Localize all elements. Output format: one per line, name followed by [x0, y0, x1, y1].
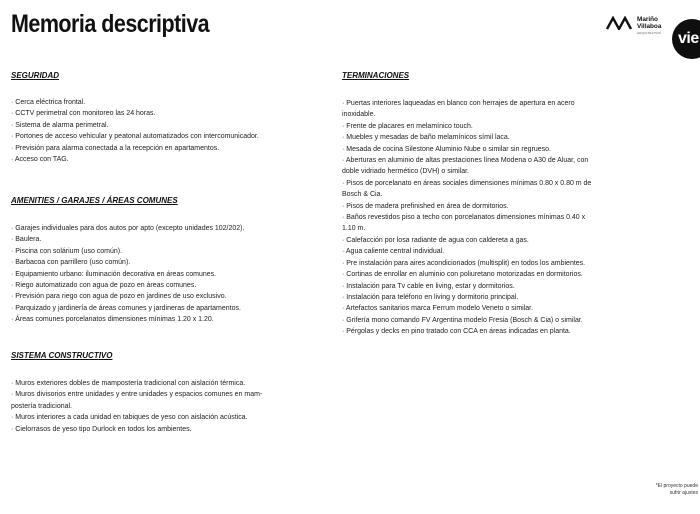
list-item: · Garajes individuales para dos autos por apto (excepto unidades 102/202).: [11, 222, 311, 233]
list-item: · CCTV perimetral con monitoreo las 24 horas.: [11, 107, 311, 118]
list-item: · Pérgolas y decks en pino tratado con CCA en áreas indicadas en planta.: [342, 325, 633, 336]
list-item: Bosch & Cia.: [342, 189, 383, 199]
list-item: · Artefactos sanitarios marca Ferrum modelo Veneto o similar.: [342, 302, 633, 313]
list-item: · Instalación para teléfono en living y dormitorio principal.: [342, 291, 633, 302]
logo-brand-name: Mariño Villaboa: [637, 16, 662, 30]
list-item: · Calefacción por losa radiante de agua con caldereta a gas.: [342, 234, 633, 245]
page-title: Memoria descriptiva: [11, 10, 210, 38]
list-item: · Muros interiores a cada unidad en tabiques de yeso con aislación acústica.: [11, 411, 311, 422]
footnote: *El proyecto puede sufrir ajustes: [655, 483, 698, 496]
vie-badge: vie: [672, 19, 700, 59]
list-item: · Instalación para Tv cable en living, estar y dormitorios.: [342, 280, 633, 291]
list-item: · Previsión para riego con agua de pozo en jardines de uso exclusivo.: [11, 290, 311, 301]
list-item: · Riego automatizado con agua de pozo en áreas comunes.: [11, 279, 311, 290]
logo-mark-icon: [606, 16, 633, 30]
list-item: · Sistema de alarma perimetral.: [11, 119, 311, 130]
list-item: · Puertas interiores laqueadas en blanco con herrajes de apertura en acero: [342, 97, 633, 108]
list-item: · Grifería mono comando FV Argentina modelo Fresia (Bosch & Cia) o similar.: [342, 314, 633, 325]
list-item: · Previsión para alarma conectada a la recepción en apartamentos.: [11, 142, 311, 153]
list-item: inoxidable.: [342, 109, 376, 119]
list-item: · Cielorrasos de yeso tipo Durlock en todos los ambientes.: [11, 423, 311, 434]
list-terminaciones: [342, 97, 633, 337]
list-item: · Mesada de cocina Silestone Aluminio Nube o similar sin regrueso.: [342, 143, 633, 154]
list-item: · Agua caliente central individual.: [342, 245, 633, 256]
list-item: · Portones de acceso vehicular y peatonal automatizados con intercomunicador.: [11, 130, 311, 141]
list-item: · Pisos de madera prefinished en área de dormitorios.: [342, 200, 633, 211]
list-item: · Pisos de porcelanato en áreas sociales dimensiones mínimas 0.80 x 0.80 m de: [342, 177, 633, 188]
list-item: · Baños revestidos piso a techo con porcelanatos dimensiones mínimas 0.40 x: [342, 211, 633, 222]
list-item: · Muros divisorios entre unidades y entre unidades y espacios comunes en mam-: [11, 388, 311, 399]
brand-logo: [606, 15, 700, 47]
section-title-seguridad: SEGURIDAD: [11, 71, 60, 80]
list-item: · Aberturas en aluminio de altas prestaciones línea Modena o A30 de Aluar, con: [342, 154, 633, 165]
list-item: doble vidriado hermético (DVH) o similar.: [342, 166, 469, 176]
list-item: · Cerca eléctrica frontal.: [11, 96, 311, 107]
list-item: · Equipamiento urbano: iluminación decorativa en áreas comunes.: [11, 268, 311, 279]
list-item: · Muebles y mesadas de baño melamínicos símil laca.: [342, 131, 633, 142]
list-seguridad: [11, 96, 311, 164]
logo-brand-subtitle: ARQUITECTOS: [637, 31, 661, 35]
section-title-amenities: AMENITIES / GARAJES / ÁREAS COMUNES: [11, 196, 178, 205]
list-item: · Parquizado y jardinería de áreas comunes y jardineras de apartamentos.: [11, 302, 311, 313]
list-sistema: [11, 377, 311, 434]
list-item: 1.10 m.: [342, 223, 366, 233]
list-item: · Pre instalación para aires acondicionados (multisplit) en todos los ambientes.: [342, 257, 633, 268]
list-item: · Cortinas de enrollar en aluminio con poliuretano motorizadas en dormitorios.: [342, 268, 633, 279]
list-item: · Frente de placares en melamínico touch.: [342, 120, 633, 131]
list-amenities: [11, 222, 311, 325]
section-title-terminaciones: TERMINACIONES: [342, 71, 410, 80]
list-item: · Baulera.: [11, 233, 311, 244]
list-item: · Piscina con solárium (uso común).: [11, 245, 311, 256]
list-item: · Barbacoa con parrillero (uso común).: [11, 256, 311, 267]
list-item: postería tradicional.: [11, 400, 72, 410]
list-item: · Áreas comunes porcelanatos dimensiones mínimas 1.20 x 1.20.: [11, 313, 311, 324]
list-item: · Acceso con TAG.: [11, 153, 311, 164]
section-title-sistema: SISTEMA CONSTRUCTIVO: [11, 351, 113, 360]
list-item: · Muros exteriores dobles de mampostería tradicional con aislación térmica.: [11, 377, 311, 388]
